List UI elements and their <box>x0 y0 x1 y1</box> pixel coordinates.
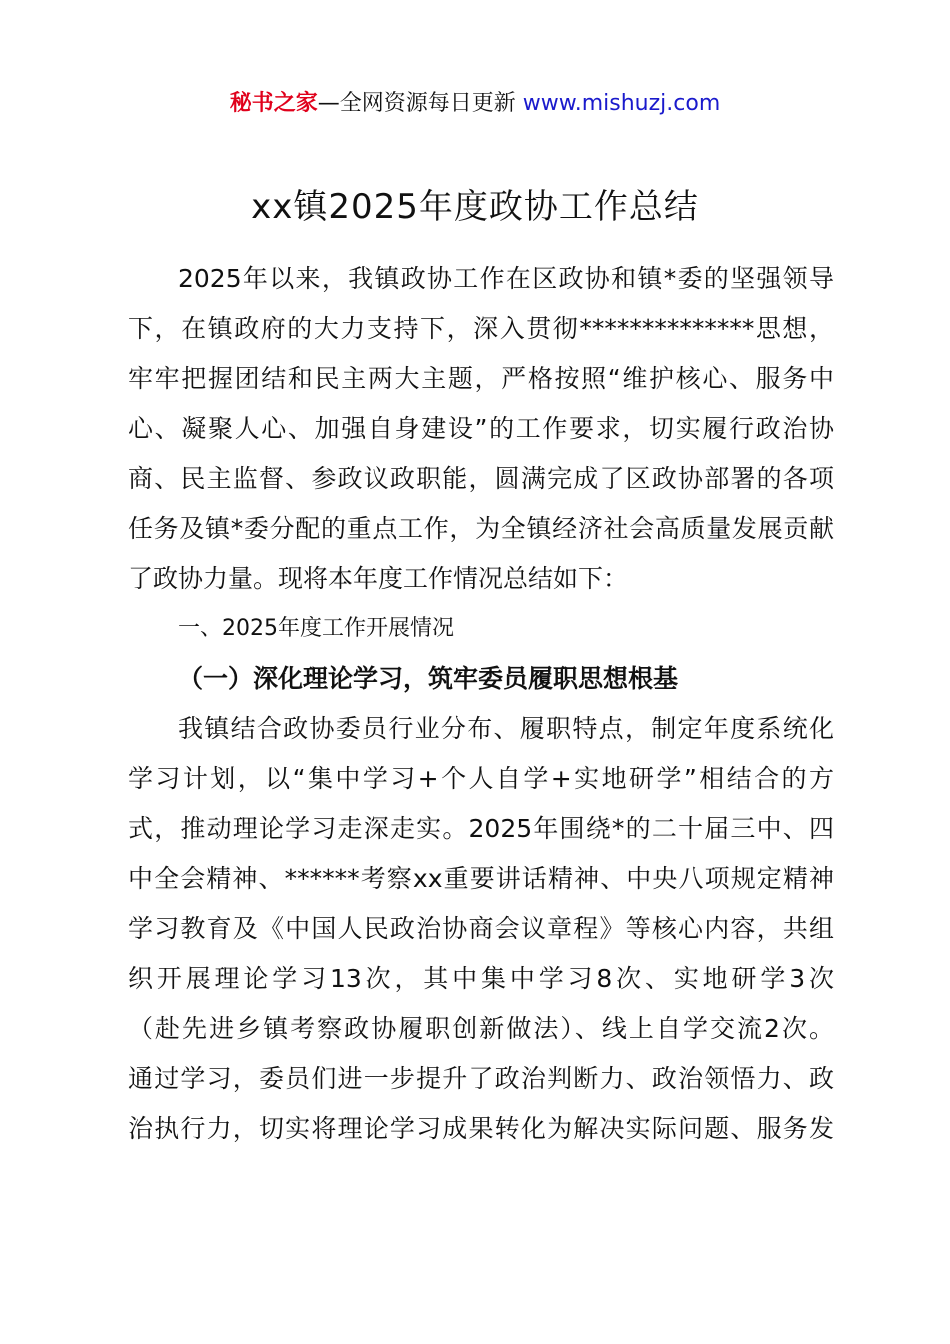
header-banner <box>0 86 950 122</box>
brand-name: 秘书之家 <box>229 91 318 116</box>
subsection-heading: （一）深化理论学习，筑牢委员履职思想根基 <box>178 664 679 693</box>
document-title: xx镇2025年度政协工作总结 <box>251 187 699 227</box>
body-line: 我镇结合政协委员行业分布、履职特点，制定年度系统化 <box>178 714 834 743</box>
intro-line: 任务及镇*委分配的重点工作，为全镇经济社会高质量发展贡献 <box>128 514 834 543</box>
body-line: 学习教育及《中国人民政治协商会议章程》等核心内容，共组 <box>128 914 834 943</box>
intro-line: 下，在镇政府的大力支持下，深入贯彻**************思想， <box>128 314 834 343</box>
header-slogan: —全网资源每日更新 <box>317 91 523 116</box>
section-heading: 一、2025年度工作开展情况 <box>178 616 454 641</box>
intro-line: 牢牢把握团结和民主两大主题，严格按照“维护核心、服务中 <box>128 364 834 393</box>
body-line: （赴先进乡镇考察政协履职创新做法）、线上自学交流2次。 <box>128 1014 834 1043</box>
body-line: 式，推动理论学习走深走实。2025年围绕*的二十届三中、四 <box>128 814 834 843</box>
body-line: 中全会精神、******考察xx重要讲话精神、中央八项规定精神 <box>128 864 834 893</box>
site-link[interactable]: www.mishuzj.com <box>522 91 721 116</box>
body-line: 通过学习，委员们进一步提升了政治判断力、政治领悟力、政 <box>128 1064 834 1093</box>
body-line: 学习计划，以“集中学习+个人自学+实地研学”相结合的方 <box>128 764 834 793</box>
intro-line: 心、凝聚人心、加强自身建设”的工作要求，切实履行政治协 <box>128 414 834 443</box>
body-line: 治执行力，切实将理论学习成果转化为解决实际问题、服务发 <box>128 1114 834 1143</box>
intro-line: 2025年以来，我镇政协工作在区政协和镇*委的坚强领导 <box>178 264 834 293</box>
document-body <box>128 254 834 1154</box>
intro-line: 商、民主监督、参政议政职能，圆满完成了区政协部署的各项 <box>128 464 834 493</box>
intro-line: 了政协力量。现将本年度工作情况总结如下： <box>128 564 629 593</box>
body-line: 织开展理论学习13次，其中集中学习8次、实地研学3次 <box>128 964 834 993</box>
